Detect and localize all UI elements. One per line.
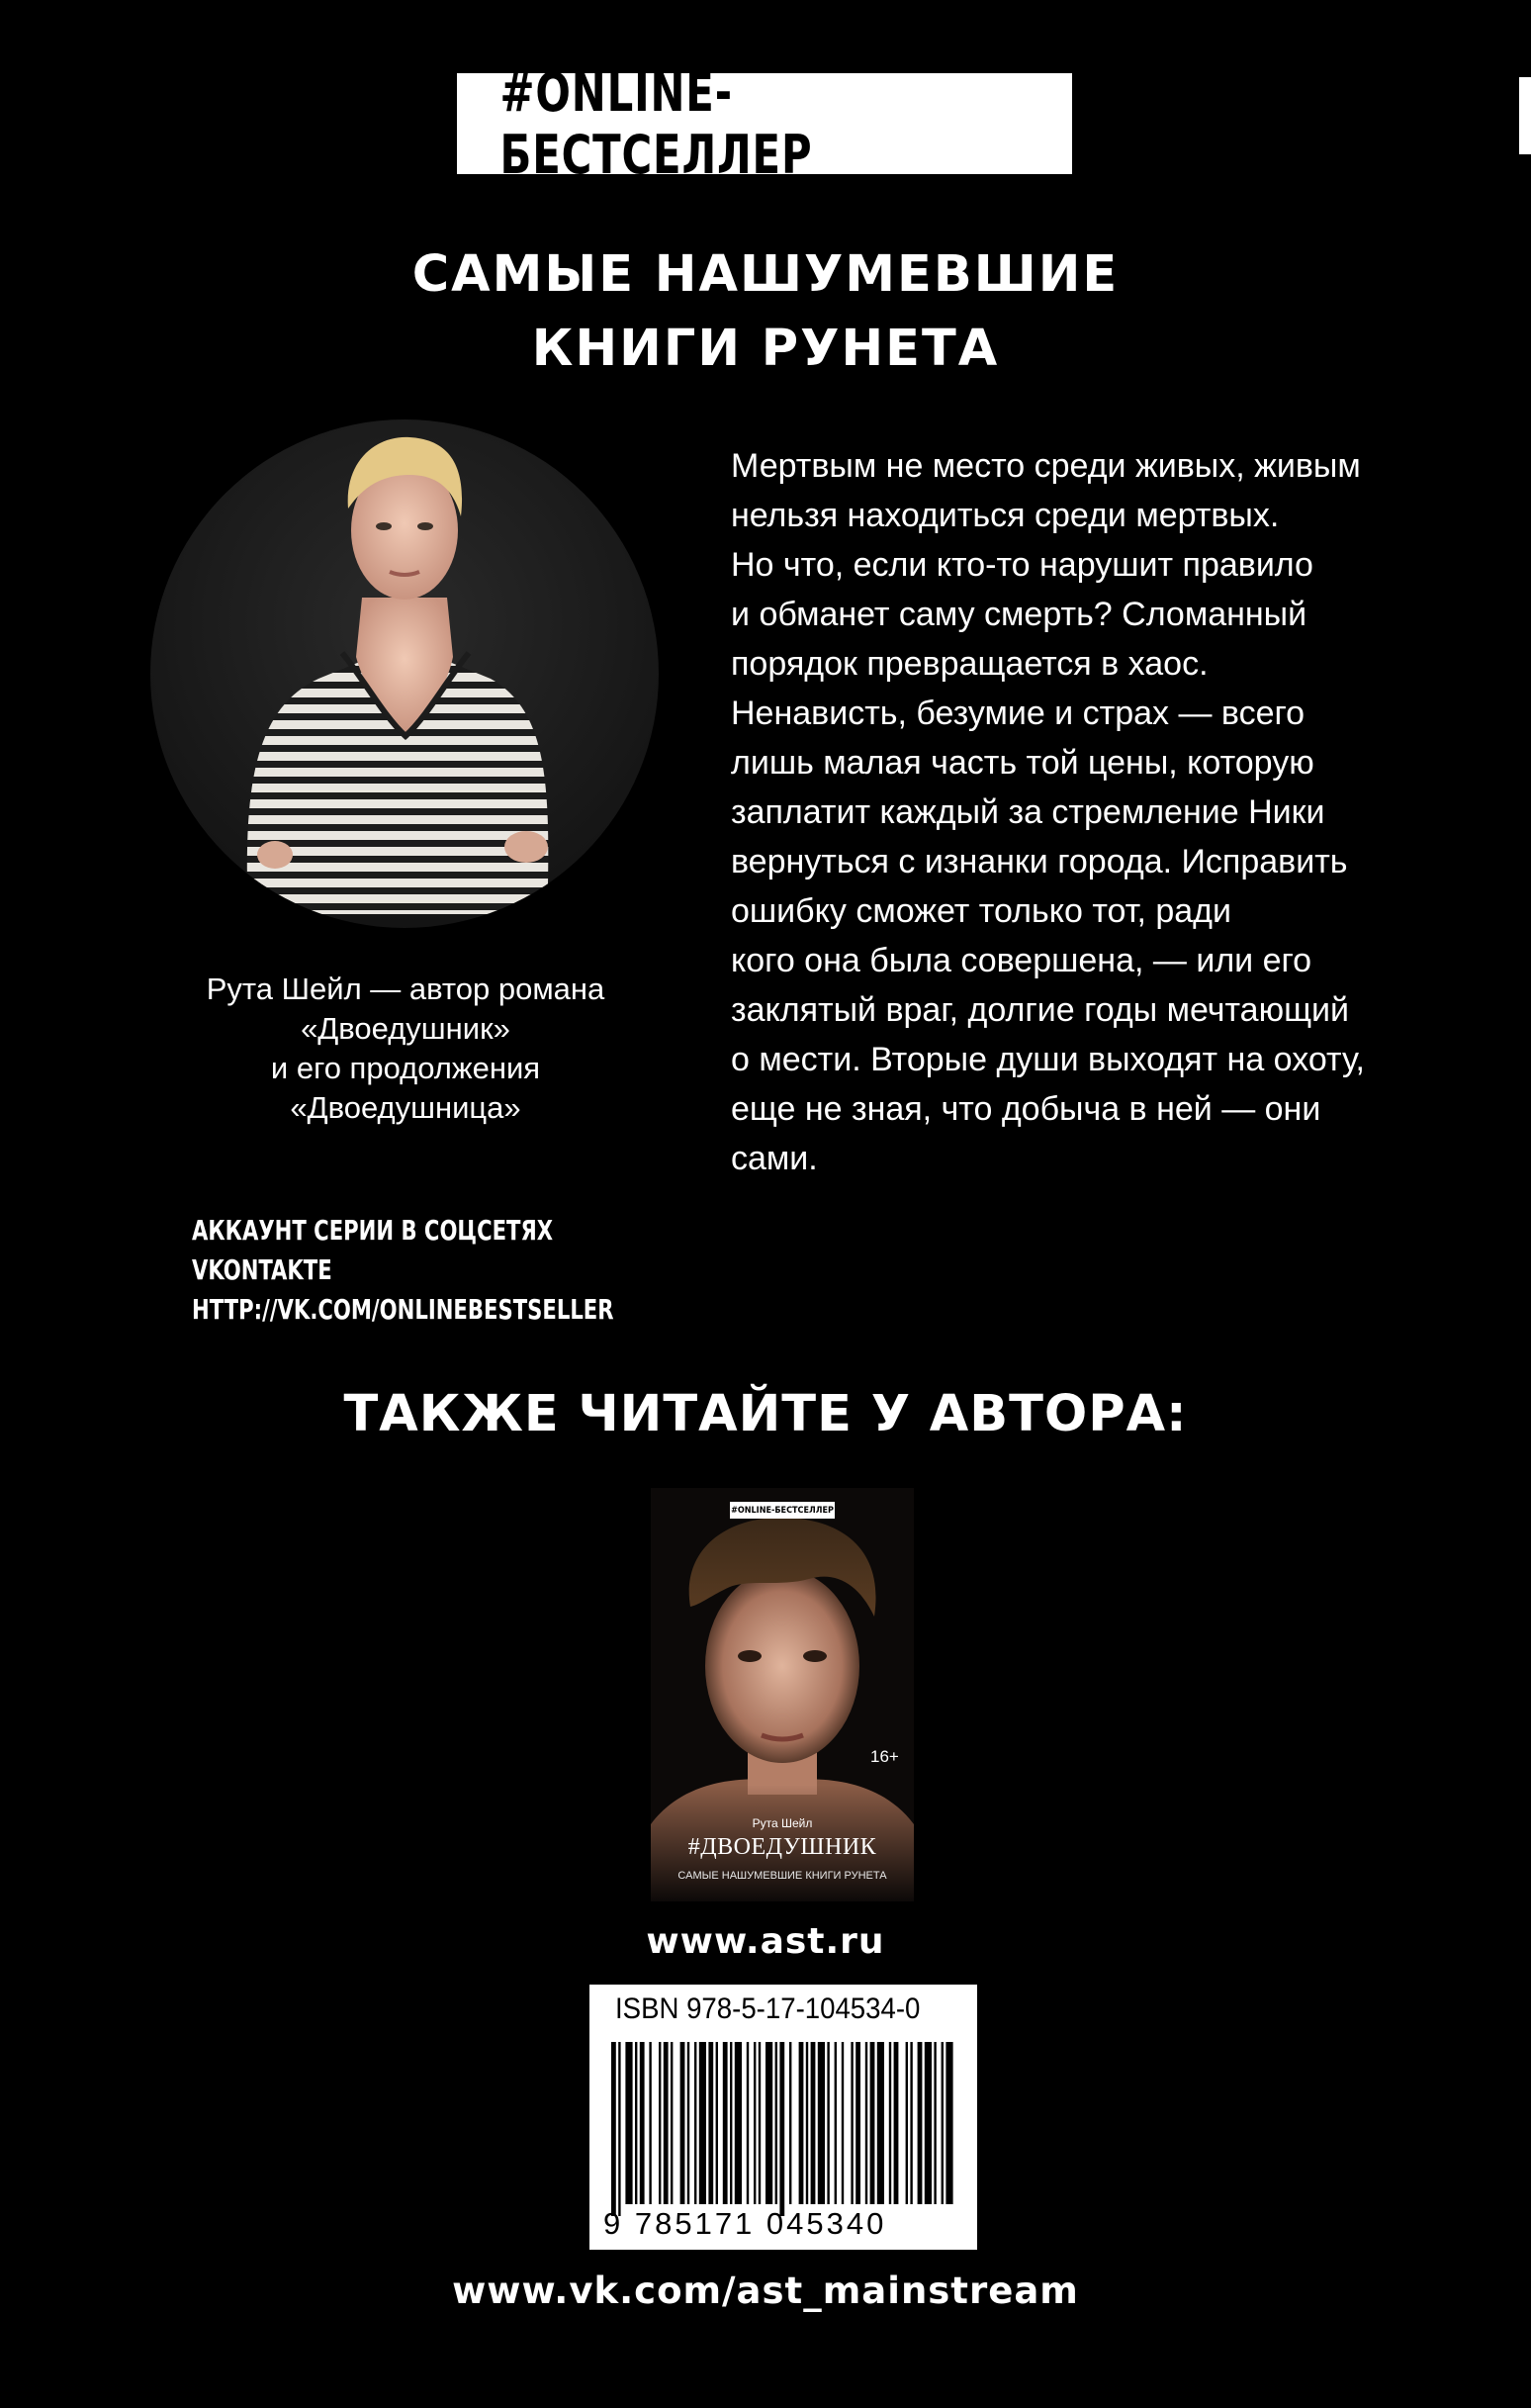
- vk-url[interactable]: www.vk.com/ast_mainstream: [452, 2269, 1079, 2312]
- social-block: [192, 1211, 694, 1330]
- author-photo: [150, 419, 659, 928]
- barcode-bar: [618, 2042, 620, 2216]
- series-badge: [457, 61, 1072, 186]
- barcode-bar: [649, 2042, 651, 2204]
- barcode-bar: [664, 2042, 669, 2204]
- barcode-bar: [806, 2042, 808, 2204]
- barcode-bar: [775, 2042, 777, 2204]
- synopsis-line: лишь малая часть той цены, которую: [731, 744, 1314, 782]
- barcode-bar: [716, 2042, 718, 2204]
- cover-author: Рута Шейл: [752, 1816, 813, 1830]
- barcode-bar: [640, 2042, 645, 2204]
- barcode-bar: [766, 2042, 772, 2204]
- barcode-bar: [934, 2042, 936, 2204]
- barcode-bar: [835, 2042, 837, 2204]
- barcode-bar: [865, 2042, 867, 2204]
- synopsis-line: вернуться с изнанки города. Исправить: [731, 843, 1348, 880]
- related-book-cover[interactable]: [651, 1488, 914, 1901]
- synopsis-line: Ненависть, безумие и страх — всего: [731, 695, 1306, 732]
- isbn-number: ISBN 978-5-17-104534-0: [615, 1992, 921, 2025]
- barcode-bar: [942, 2042, 944, 2204]
- barcode-bar: [747, 2042, 749, 2204]
- ean-digits: 9 785171 045340: [603, 2206, 887, 2241]
- cover-age-rating: 16+: [870, 1747, 899, 1766]
- barcode-bar: [611, 2042, 616, 2216]
- also-read-heading: ТАКЖЕ ЧИТАЙТЕ У АВТОРА:: [343, 1385, 1188, 1443]
- publisher-url[interactable]: www.ast.ru: [646, 1921, 885, 1962]
- barcode-bar: [799, 2042, 804, 2204]
- barcode-bar: [818, 2042, 825, 2204]
- synopsis-line: Но что, если кто-то нарушит правило: [731, 546, 1313, 584]
- headline-line-2: КНИГИ РУНЕТА: [531, 320, 1000, 378]
- barcode-bar: [635, 2042, 637, 2204]
- barcode-bar: [671, 2042, 673, 2204]
- author-caption-line-3: и его продолжения: [270, 1051, 541, 1085]
- barcode-bar: [842, 2042, 844, 2204]
- barcode-bar: [877, 2042, 884, 2204]
- synopsis-line: и обманет саму смерть? Сломанный: [731, 596, 1307, 633]
- cover-title: #ДВОЕДУШНИК: [687, 1834, 877, 1860]
- barcode-bar: [625, 2042, 632, 2204]
- synopsis-line: кого она была совершена, — или его: [731, 942, 1312, 979]
- author-caption-line-1: Рута Шейл — автор романа: [206, 972, 605, 1006]
- barcode-bar: [708, 2042, 713, 2204]
- barcode-bar: [779, 2042, 784, 2216]
- barcode-bar: [856, 2042, 860, 2204]
- synopsis-line: ошибку сможет только тот, ради: [731, 892, 1232, 930]
- barcode-bar: [925, 2042, 932, 2204]
- synopsis-line: еще не зная, что добыча в ней — они: [731, 1090, 1321, 1128]
- barcode-bar: [851, 2042, 853, 2204]
- barcode-bar: [699, 2042, 706, 2204]
- barcode-bar: [918, 2042, 923, 2204]
- cover-tagline: САМЫЕ НАШУМЕВШИЕ КНИГИ РУНЕТА: [677, 1870, 887, 1882]
- barcode-bar: [754, 2042, 756, 2204]
- edge-mark: [1519, 77, 1531, 154]
- series-badge-label: #ONLINE-БЕСТСЕЛЛЕР: [499, 61, 813, 186]
- barcode-bar: [870, 2042, 875, 2204]
- barcode-bar: [735, 2042, 742, 2204]
- isbn-barcode: [589, 1985, 977, 2250]
- social-link[interactable]: HTTP://VK.COM/ONLINEBESTSELLER: [192, 1293, 614, 1326]
- synopsis-line: порядок превращается в хаос.: [731, 645, 1209, 683]
- barcode-bar: [759, 2042, 761, 2204]
- barcode-bar: [906, 2042, 908, 2204]
- barcode-bar: [730, 2042, 732, 2204]
- author-caption: [148, 970, 663, 1128]
- barcode-bar: [723, 2042, 728, 2204]
- barcode-bar: [687, 2042, 689, 2204]
- headline-line-1: САМЫЕ НАШУМЕВШИЕ: [411, 245, 1120, 304]
- author-caption-line-4: «Двоедушница»: [290, 1090, 521, 1125]
- barcode-bar: [811, 2042, 816, 2204]
- synopsis-line: нельзя находиться среди мертвых.: [731, 497, 1280, 534]
- page-headline: [0, 237, 1531, 386]
- barcode-bar: [910, 2042, 912, 2204]
- synopsis-line: заплатит каждый за стремление Ники: [731, 793, 1325, 831]
- barcode-bar: [889, 2042, 891, 2204]
- social-network: VKONTAKTE: [192, 1253, 332, 1286]
- social-heading: АККАУНТ СЕРИИ В СОЦСЕТЯХ: [192, 1214, 554, 1247]
- synopsis-line: заклятый враг, долгие годы мечтающий: [731, 991, 1350, 1029]
- author-caption-line-2: «Двоедушник»: [301, 1011, 510, 1046]
- barcode-bar: [694, 2042, 696, 2204]
- synopsis: [731, 441, 1443, 1183]
- barcode-bar: [827, 2042, 829, 2204]
- synopsis-line: сами.: [731, 1140, 818, 1177]
- barcode-bar: [659, 2042, 661, 2204]
- synopsis-line: Мертвым не место среди живых, живым: [731, 447, 1361, 485]
- barcode-bar: [680, 2042, 685, 2204]
- cover-series-badge: #ONLINE-БЕСТСЕЛЛЕР: [730, 1502, 835, 1519]
- barcode-bar: [894, 2042, 899, 2204]
- barcode-bar: [946, 2042, 952, 2204]
- synopsis-line: о мести. Вторые души выходят на охоту,: [731, 1041, 1365, 1078]
- barcode-bar: [789, 2042, 791, 2204]
